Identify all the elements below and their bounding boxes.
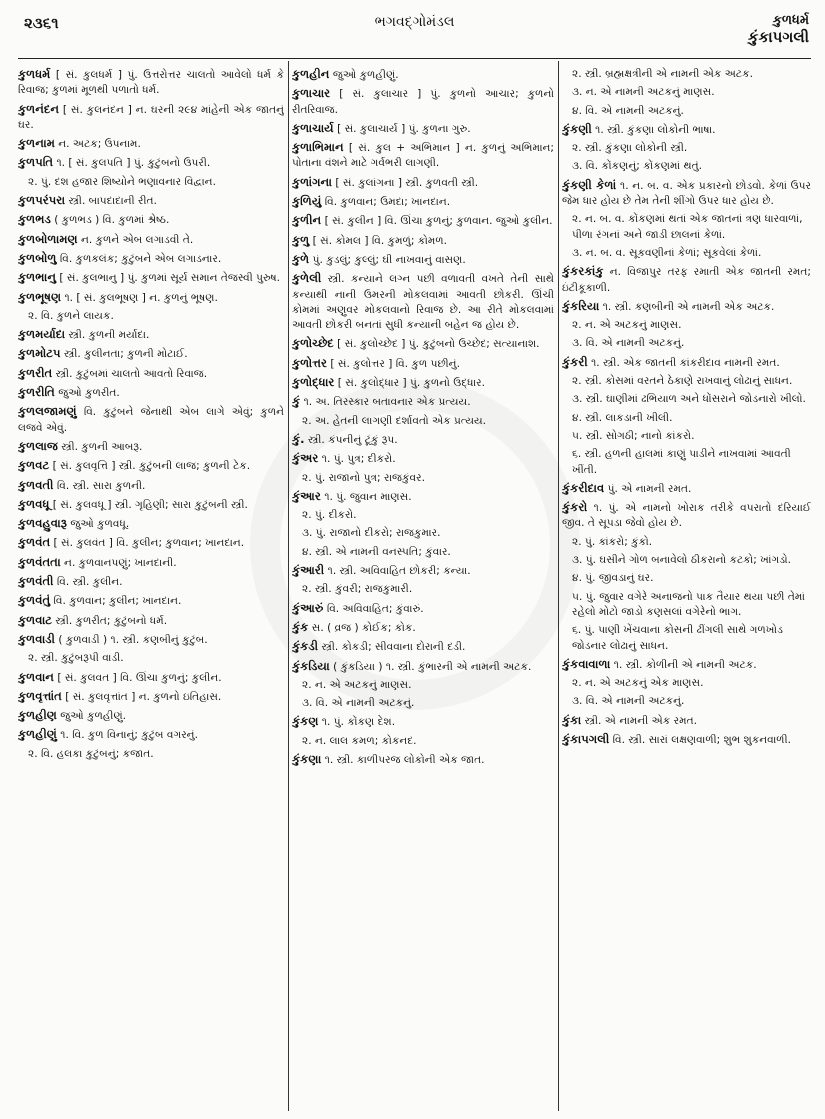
column-divider [288, 61, 289, 1111]
guide-words [748, 12, 809, 46]
entry-sense: ૨. અ. હેતની લાગણી દર્શાવતો એક પ્રત્યય. [302, 414, 487, 427]
dictionary-entry [562, 732, 811, 748]
dictionary-entry [18, 555, 284, 571]
entry-definition: ૧. પું. જુવાન માણસ. [324, 490, 412, 503]
dictionary-entry [562, 481, 811, 497]
dictionary-entry [18, 232, 284, 248]
dictionary-entry [18, 670, 284, 686]
entry-definition: [ સં. કુલીન ] વિ. ઊંચા કુળનું; કુળવાન. જુઓ કુલીન. [324, 215, 553, 228]
entry-definition: ( કુળભડ ) વિ. કુળમાં શ્રેષ્ઠ. [54, 214, 170, 227]
guide-word-first: કુળધર્મ [772, 13, 809, 28]
entry-definition: ૧. સ્ત્રી. કાળીપરજ લોકોની એક જાત. [324, 753, 485, 766]
entry-headword: કુળહીન [292, 67, 330, 81]
entry-definition: વિ. કુળવાન; કુલીન; ખાનદાન. [53, 595, 182, 608]
entry-definition: ૧. સ્ત્રી. એક જાતની કાંકરીદાવ નામની રમત. [591, 356, 780, 369]
dictionary-entry [292, 356, 554, 372]
dictionary-entry [562, 355, 811, 371]
dictionary-entry [562, 122, 811, 138]
entry-headword: કુળોદ્ધાર [292, 375, 335, 390]
entry-definition: ૧. [ સં. કુલભૂષણ ] ન. કુળનું ભૂષણ. [64, 291, 218, 304]
entry-definition: ૧. વિ. કુળ વિનાનું; કુટુંબ વગરનું. [60, 729, 198, 742]
entry-headword: કુળભાનુ [18, 270, 56, 285]
entry-definition: ૧. ન. બ. વ. એક પ્રકારનો છોડવો. કેળાં ઉપર જેમ ધાર હોય છે તેમ તેની શીંગો ઉપર ધાર હોય છે. [562, 179, 811, 208]
entry-sense: ૨. સ્ત્રી. બ્રહ્મક્ષત્રીની એ નામની એક અટક. [572, 68, 753, 80]
entry-definition: વિ. કુળકલંક; કુટુંબને એબ લગાડનાર. [59, 252, 222, 265]
entry-definition: ૧. સ્ત્રી. કોળીની એ નામની અટક. [613, 658, 757, 671]
entry-headword: કુળેલી [292, 271, 322, 286]
dictionary-entry [18, 727, 284, 743]
dictionary-entry [18, 251, 284, 267]
entry-sense: ૩. ન. એ નામની અટકનું માણસ. [572, 86, 715, 99]
entry-headword: કુળવાન [18, 669, 54, 684]
entry-headword: કુળવટ [18, 458, 50, 473]
entry-definition: ૧. સ્ત્રી. કણબીની એ નામની એક અટક. [602, 300, 775, 313]
entry-headword: કુળિયું [292, 194, 322, 209]
dictionary-entry [292, 175, 554, 191]
entry-definition: વિ. કુટુંબને જેનાથી એબ લાગે એવું; કુળને લજવે એવું. [18, 406, 284, 434]
dictionary-entry [18, 327, 284, 343]
entry-sense: ૨. સ્ત્રી. કુટુંબરૂપી વાડી. [28, 652, 124, 665]
entry-definition: સ્ત્રી. કુળની આબરૂ. [61, 440, 143, 453]
entry-sense: ૩. વિ. એ નામની અટકનું. [302, 697, 415, 710]
dictionary-entry [18, 574, 284, 590]
dictionary-entry [18, 535, 284, 551]
entry-headword: કુળભૂષણ [18, 289, 62, 304]
entry-headword: કુળપતિ [18, 155, 54, 170]
dictionary-entry [292, 121, 554, 137]
entry-sense: ૬. પું. પાણી ખેંચવાના કોસની ઢીંગલી સાથે ગળખોડ જોડનાર લોઢાનું સાધન. [572, 624, 783, 652]
entry-headword: કુળુ [292, 232, 310, 247]
column-1 [18, 67, 284, 765]
entry-definition: [ સં. કુલાંગના ] સ્ત્રી. કુળવતી સ્ત્રી. [335, 176, 479, 189]
entry-sense: ૪. વિ. એ નામની અટકનું. [572, 104, 684, 117]
entry-headword: કુળવંતી [18, 574, 54, 589]
entry-headword: કુળભડ [18, 212, 51, 227]
entry-headword: કુળમોટપ [18, 346, 61, 361]
dictionary-entry [292, 601, 554, 617]
entry-sense: ૨. ન. બ. વ. કોંકણમાં થતાં એક જાતનાં ત્રણ ધારવાળાં, પીળા રંગનાં અને જાડી છાલનાં કેળાં. [572, 213, 803, 241]
dictionary-entry [18, 439, 284, 455]
dictionary-entry [292, 213, 554, 229]
entry-headword: કુળવધૂ [18, 496, 50, 511]
entry-headword: કુળાભિમાન [292, 140, 344, 155]
entry-headword: કુંકણી કેળાં [562, 177, 617, 192]
entry-definition: સ્ત્રી. એ નામની એક રમત. [584, 714, 697, 727]
entry-definition: જુઓ કુળહીણું. [332, 69, 399, 81]
entry-definition: [ સં. કુલવૃત્તાંત ] ન. કુળનો ઇતિહાસ. [65, 690, 222, 703]
entry-definition: સ્ત્રી. કંપનીનું ટૂંકું રૂપ. [307, 433, 398, 446]
entry-headword: કુંકણા [292, 751, 322, 766]
entry-headword: કુળમર્યાદા [18, 327, 66, 342]
entry-definition: [ સં. કોમલ ] વિ. કુમળું; કોમળ. [312, 234, 448, 247]
entry-definition: ૧. પું. કોંકણ દેશ. [321, 716, 396, 729]
entry-headword: કુળબોળુ [18, 250, 57, 265]
entry-definition: [ સં. કુલ + અભિમાન ] ન. કુળનું અભિમાન; પોતાના વંશને માટે ગર્વભરી લાગણી. [292, 142, 554, 170]
entry-sense: ૨. સ્ત્રી. કોસમાં વરતને ઠેકાણે રાખવાનું લોઢાનું સાધન. [572, 375, 793, 388]
entry-definition: [ સં. કુલાચાર્ય ] પું. કુળના ગુરુ. [337, 122, 471, 135]
dictionary-entry [292, 639, 554, 655]
entry-headword: કુંકા [562, 712, 582, 727]
dictionary-entry [292, 67, 554, 83]
entry-headword: કુંકણ [292, 714, 319, 729]
entry-definition: વિ. સ્ત્રી. સારાં લક્ષણવાળી; શુભ શુકનવાળી. [612, 733, 791, 746]
entry-headword: કું [292, 394, 301, 409]
entry-definition: ન. કુળવાનપણું; ખાનદાની. [64, 556, 177, 569]
dictionary-entry [18, 270, 284, 286]
entry-headword: કુળાચાર્ય [292, 120, 334, 135]
entry-headword: કુળવંતું [18, 593, 51, 608]
entry-headword: કુળહીણું [18, 727, 57, 742]
dictionary-entry [18, 346, 284, 362]
dictionary-entry [292, 714, 554, 730]
entry-sense: ૨. પું. દીકરો. [302, 509, 357, 522]
entry-headword: કુળપરંપરા [18, 193, 66, 208]
entry-definition: સ્ત્રી. બાપદાદાની રીત. [68, 195, 157, 208]
dictionary-entry [292, 86, 554, 118]
page-header [18, 10, 811, 59]
entry-headword: કું. [292, 431, 305, 446]
entry-sense: ૨. સ્ત્રી. કુંકણા લોકોની સ્ત્રી. [572, 142, 688, 155]
entry-sense: ૨. ન. એ અટકનું માણસ. [302, 678, 412, 691]
dictionary-entry [562, 299, 811, 315]
dictionary-entry [292, 271, 554, 333]
entry-headword: કુળવંત [18, 535, 51, 550]
dictionary-entry [292, 659, 554, 675]
entry-sense: ૨. સ્ત્રી. કુંવરી; રાજકુમારી. [302, 583, 413, 596]
entry-definition: ૧. પું. પુત્ર; દીકરો. [321, 453, 396, 466]
entry-definition: વિ. સ્ત્રી. સારા કુળની. [56, 479, 146, 492]
entry-sense: ૪. પું. જીવડાનું ઘર. [572, 572, 654, 585]
entry-sense: ૩. ન. બ. વ. સૂકવણીનાં કેળાં; સૂકવેલાં કેળાં. [572, 246, 762, 259]
entry-definition: જુઓ કુળવધૂ. [70, 518, 130, 531]
entry-sense: ૨. ન. એ અટકનું માણસ. [572, 319, 682, 332]
entry-headword: કુળવહુવારૂ [18, 516, 67, 531]
entry-definition: [ સં. કુલનંદન ] ન. ઘરની ૨૯૪ માંહેની એક જાતનું ઘર. [18, 103, 284, 131]
entry-sense: ૨. પું. કાંકરો; કુંકો. [572, 535, 653, 548]
dictionary-entry [18, 497, 284, 513]
entry-headword: કુળલાજ [18, 438, 58, 453]
entry-sense: ૩. વિ. એ નામની અટકનું. [572, 695, 685, 708]
entry-definition: સ્ત્રી. કન્યાને લગ્ન પછી વળાવતી વખતે તેની સાથે કન્યાથી નાની ઉમરની મોકલવામાં આવતી છોકરી. ઊંચી કોમમાં અણુવર મોકલવાનો રિવાજ છે. આ રીતે મોકલવામાં આવતી છોકરી બનતાં સુધી કન્યાની બહેન જ હોય છે. [292, 273, 554, 332]
column-3 [562, 67, 811, 751]
dictionary-entry [18, 385, 284, 401]
entry-definition: સ્ત્રી. કુટુંબમાં ચાલતો આવતો રિવાજ. [55, 367, 208, 380]
entry-sense: ૩. પું. ઘસીને ગોળ બનાવેલો ઠીકરાનો કટકો; ખાંગડો. [572, 554, 792, 567]
entry-sense: ૬. સ્ત્રી. હળની હાલમાં કાણું પાડીને નાખવામાં આવતી ખીંતી. [572, 448, 791, 476]
dictionary-entry [18, 212, 284, 228]
column-2 [292, 67, 554, 771]
entry-definition: ન. વિજાપુર તરફ રમાતી એક જાતની રમત; ઇંટીકૂકાળી. [562, 266, 811, 294]
dictionary-entry [292, 752, 554, 768]
guide-word-last: કુંકાપગલી [747, 28, 809, 46]
entry-headword: કુળનામ [18, 136, 55, 151]
entry-headword: કુળવતી [18, 477, 54, 492]
entry-definition: વિ. સ્ત્રી. કુલીન. [56, 576, 123, 589]
entry-definition: સ. ( વ્રજ ) કોઈક; કોક. [311, 621, 416, 634]
entry-headword: કુંકરી [562, 354, 588, 369]
dictionary-entry [562, 500, 811, 532]
entry-headword: કુંકરો [562, 500, 588, 515]
entry-definition: [ સં. કુલોચ્છેદ ] પું. કુટુંબનો ઉચ્છેદ; સત્યાનાશ. [337, 338, 540, 351]
entry-headword: કુળાચાર [292, 86, 331, 101]
entry-definition: પું. કુડલું; કુલ્લું; ઘી નાખવાનું વાસણ. [312, 253, 466, 266]
entry-definition: ૧. સ્ત્રી. કુંકણા લોકોની ભાષા. [595, 123, 716, 136]
entry-headword: કુળબોળામણ [18, 231, 78, 246]
entry-definition: સ્ત્રી. કુળની મર્યાદા. [68, 329, 150, 342]
entry-headword: કુળનંદન [18, 101, 59, 116]
entry-sense: ૫. સ્ત્રી. સોગઠી; નાનો કાંકરો. [572, 429, 695, 442]
entry-definition: જુઓ કુળહીણું. [60, 710, 127, 723]
entry-headword: કુળવંતતા [18, 554, 61, 569]
dictionary-entry [292, 563, 554, 579]
entry-headword: કુંઅર [292, 451, 319, 466]
entry-definition: [ સં. કુલોદ્ધાર ] પું. કુળનો ઉદ્ધાર. [337, 377, 485, 390]
entry-headword: કુળવૃત્તાંત [18, 688, 62, 703]
entry-headword: કુળવાટ [18, 612, 53, 627]
page-number: ૨૩૬૧ [24, 14, 59, 32]
entry-headword: કુળધર્મ [18, 67, 51, 81]
dictionary-entry [18, 404, 284, 436]
entry-sense: ૩. વિ. કોંકણનું; કોંકણમાં થતું. [572, 160, 702, 173]
dictionary-entry [18, 458, 284, 474]
entry-sense: ૫. પું. જુવાર વગેરે અનાજનો પાક તૈયાર થયા પછી તેમાં રહેલો મોટો જાડો કણસલાં વગેરેનો ભાગ. [572, 590, 805, 618]
entry-definition: [ સં. કુલધર્મ ] પું. ઉત્તરોત્તર ચાલતો આવેલો ધર્મ કે રિવાજ; કુળમાં મૂળથી પળાતો ધર્મ. [18, 69, 284, 97]
dictionary-entry [292, 620, 554, 636]
entry-definition: [ સં. કુલવધૂ ] સ્ત્રી. ગૃહિણી; સારા કુટુંબની સ્ત્રી. [52, 498, 248, 511]
entry-definition: ૧. અ. તિરસ્કાર બતાવનાર એક પ્રત્યય. [303, 396, 471, 409]
entry-sense: ૨. વિ. હલકા કુટુંબનું; કજાત. [28, 747, 154, 760]
entry-sense: ૪. સ્ત્રી. લાકડાની ખીલી. [572, 411, 673, 424]
dictionary-entry [562, 264, 811, 296]
dictionary-entry [562, 713, 811, 729]
dictionary-entry [292, 394, 554, 410]
entry-sense: ૨. ન. લાલ કમળ; કોકનદ. [302, 734, 417, 747]
entry-headword: કુળીન [292, 213, 322, 228]
dictionary-entry [18, 155, 284, 171]
entry-headword: કુંઆરી [292, 563, 325, 578]
entry-headword: કુળે [292, 251, 310, 266]
entry-headword: કુળલજામણું [18, 404, 77, 419]
entry-headword: કુંકડી [292, 639, 319, 654]
dictionary-entry [562, 178, 811, 210]
dictionary-entry [18, 366, 284, 382]
dictionary-entry [292, 194, 554, 210]
entry-headword: કુંઆર [292, 488, 321, 503]
columns-area [18, 59, 811, 1119]
dictionary-entry [18, 67, 284, 99]
entry-headword: કુંકડિયા [292, 658, 330, 673]
entry-sense: ૩. પું. રાજાનો દીકરો; રાજકુમાર. [302, 527, 441, 540]
dictionary-entry [18, 478, 284, 494]
dictionary-entry [292, 451, 554, 467]
entry-definition: સ્ત્રી. કુળરીત; કુટુંબનો ધર્મ. [55, 614, 168, 627]
entry-definition: પું. એ નામની રમત. [607, 482, 692, 495]
entry-sense: ૨. પું. રાજાનો પુત્ર; રાજકુંવર. [302, 471, 425, 484]
entry-definition: [ સં. કુલોત્તર ] વિ. કુળ પછીનું. [330, 357, 460, 370]
entry-definition: ન. અટક; ઉપનામ. [58, 138, 141, 151]
dictionary-entry [292, 140, 554, 172]
dictionary-entry [292, 375, 554, 391]
entry-definition: વિ. કુળવાન; ઉમદા; ખાનદાન. [324, 196, 451, 209]
entry-headword: કુળહીણ [18, 708, 57, 723]
dictionary-entry [18, 632, 284, 648]
entry-headword: કુંકરિયા [562, 298, 600, 313]
entry-definition: ૧. [ સં. કુલપતિ ] પું. કુટુંબનો ઉપરી. [56, 157, 211, 170]
entry-headword: કુળાંગના [292, 174, 333, 189]
dictionary-entry [18, 516, 284, 532]
entry-headword: કુંઆરું [292, 600, 324, 615]
entry-headword: કુંકવાવાળા [562, 656, 611, 671]
entry-definition: જુઓ કુળરીત. [58, 387, 120, 400]
entry-headword: કુળરીતિ [18, 385, 55, 400]
entry-definition: વિ. અવિવાહિત; કુંવારું. [326, 602, 424, 615]
dictionary-entry [18, 593, 284, 609]
entry-definition: ( કુળવાડી ) ૧. સ્ત્રી. કણબીનું કુટુંબ. [58, 633, 208, 646]
dictionary-entry [18, 102, 284, 134]
entry-headword: કુંકરકાંકુ [562, 264, 604, 279]
entry-definition: ( કુંકડિયા ) ૧. સ્ત્રી. કુંભારની એ નામની અટક. [333, 660, 532, 673]
entry-headword: કુળવાડી [18, 631, 55, 646]
entry-definition: [ સં. કુલવત ] વિ. ઊંચા કુળનું; કુલીન. [57, 671, 222, 684]
dictionary-entry [18, 708, 284, 724]
entry-sense: ૨. ન. એ અટકનું એક માણસ. [572, 677, 704, 690]
entry-sense: ૪. સ્ત્રી. એ નામની વનસ્પતિ; કુંવાર. [302, 545, 451, 558]
entry-headword: કુંકાપગલી [562, 731, 610, 746]
entry-headword: કુળરીત [18, 365, 53, 380]
entry-definition: ન. કુળને એબ લગાડવી તે. [81, 233, 194, 246]
dictionary-entry [18, 613, 284, 629]
entry-definition: [ સં. કુલાચાર ] પું. કુળનો આચાર; કુળનો રીતરિવાજ. [292, 88, 554, 116]
entry-sense: ૨. વિ. કુળને લાયક. [28, 309, 114, 322]
dictionary-entry [18, 689, 284, 705]
dictionary-entry [18, 136, 284, 152]
dictionary-entry [292, 432, 554, 448]
entry-definition: [ સં. કુલવૃત્તિ ] સ્ત્રી. કુટુંબની લાજ; કુળની ટેક. [52, 460, 251, 473]
dictionary-entry [292, 336, 554, 352]
dictionary-entry [18, 193, 284, 209]
column-divider [558, 61, 559, 1111]
dictionary-entry [18, 290, 284, 306]
entry-sense: ૩. સ્ત્રી. ઘાણીમાં ઢભિયાળ અને ધોંસરાને જોડનારો ખીલો. [572, 393, 806, 406]
entry-definition: સ્ત્રી. કુલીનતા; કુળની મોટાઈ. [63, 348, 188, 361]
entry-headword: કુંકણી [562, 121, 592, 136]
entry-definition: [ સં. કુલવંત ] વિ. કુલીન; કુળવાન; ખાનદાન. [53, 537, 245, 550]
entry-definition: સ્ત્રી. કોકડી; સીવવાના દોરાની દડી. [321, 641, 466, 654]
entry-headword: કુળોચ્છેદ [292, 336, 334, 351]
entry-headword: કુંકરીદાવ [562, 480, 605, 495]
dictionary-entry [292, 489, 554, 505]
entry-sense: ૨. પું. દશ હજાર શિષ્યોને ભણાવનાર વિદ્વાન. [28, 175, 216, 188]
page-title: ભગવદ્ગોમંડલ [374, 14, 455, 30]
entry-headword: કુંક [292, 619, 309, 634]
dictionary-entry [562, 657, 811, 673]
dictionary-entry [292, 252, 554, 268]
entry-definition: [ સં. કુલભાનુ ] પું. કુળમાં સૂર્ય સમાન તેજસ્વી પુરુષ. [59, 272, 281, 285]
dictionary-entry [292, 233, 554, 249]
entry-definition: ૧. સ્ત્રી. અવિવાહિત છોકરી; કન્યા. [327, 565, 471, 578]
entry-headword: કુળોત્તર [292, 355, 327, 370]
entry-sense: ૩. વિ. એ નામની અટકનું. [572, 337, 685, 350]
entry-definition: ૧. પું. એ નામનો ખોરાક તરીકે વપરાતો દરિયાઈ જીવ. તે સૂપડા જેવો હોય છે. [562, 502, 811, 530]
